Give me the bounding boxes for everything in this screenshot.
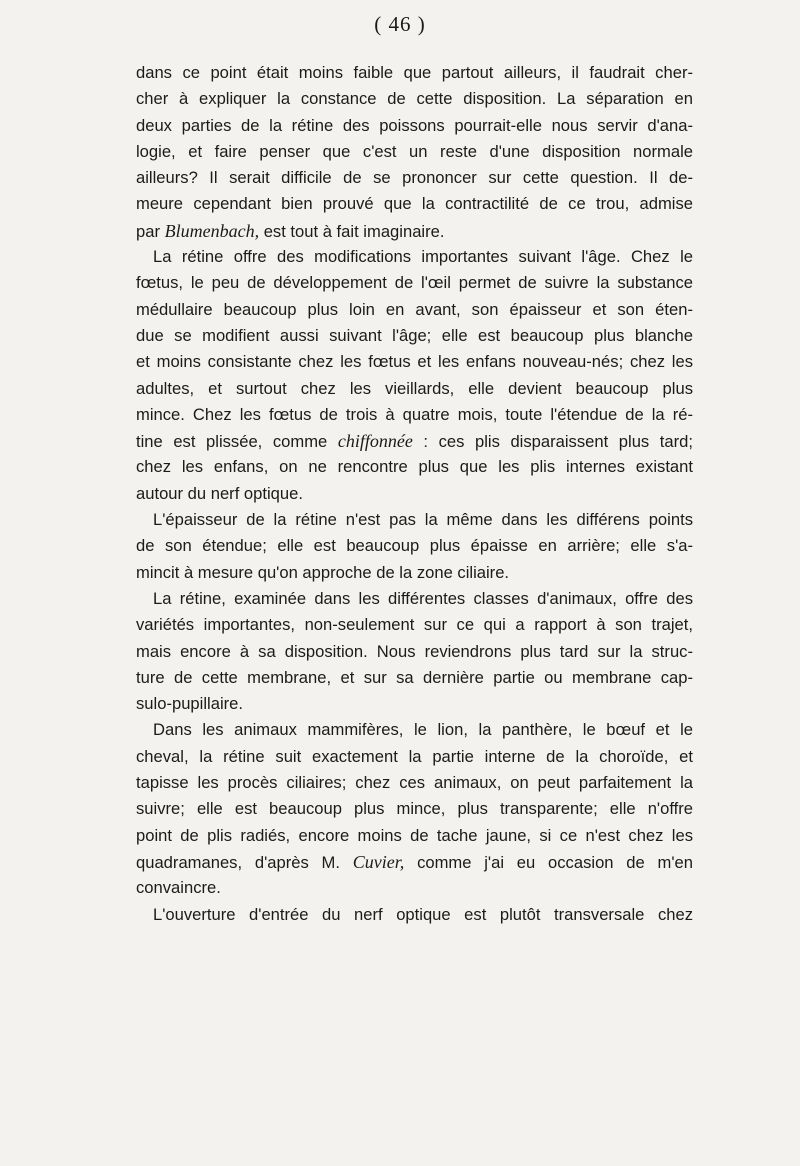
text-line [136,586,693,612]
text-line [136,612,693,638]
text-segment: deux parties de la rétine des poissons pourrait-elle nous servir d'ana- [136,115,693,135]
text-segment: dans ce point était moins faible que partout ailleurs, il faudrait cher- [136,63,693,82]
text-line [136,270,693,296]
text-line [136,875,693,901]
text-segment: tapisse les procès ciliaires; chez ces animaux, on peut parfaitement la [136,773,693,793]
text-line [136,481,693,507]
text-line [136,297,693,323]
text-segment: ture de cette membrane, et sur sa dernière partie ou membrane cap- [136,667,693,687]
text-segment: comme j'ai eu occasion de m'en [404,852,693,872]
text-line [136,402,693,428]
text-line [136,323,693,349]
text-line [136,533,693,559]
text-segment: variétés importantes, non-seulement sur ce qui a rapport à son trajet, [136,615,693,635]
text-line [136,139,693,165]
text-line [136,560,693,586]
text-line [136,770,693,796]
text-segment: Dans les animaux mammifères, le lion, la panthère, le bœuf et le [153,720,693,740]
text-line [136,349,693,375]
text-segment: de son étendue; elle est beaucoup plus épaisse en arrière; elle s'a- [136,536,693,556]
text-segment: mincit à mesure qu'on approche de la zone ciliaire. [136,562,510,582]
text-line [136,113,693,139]
body-text [136,60,693,928]
text-segment: mince. Chez les fœtus de trois à quatre mois, toute l'étendue de la ré- [136,404,693,424]
text-line [136,717,693,743]
text-segment: L'ouverture d'entrée du nerf optique est plutôt transversale chez [153,904,693,924]
text-segment: chez les enfans, on ne rencontre plus que les plis internes existant [136,457,693,477]
text-line [136,218,693,244]
text-line [136,86,693,112]
text-segment: point de plis radiés, encore moins de tache jaune, si ce n'est chez les [136,825,693,845]
text-segment: convaincre. [136,878,221,898]
text-line [136,165,693,191]
text-line [136,454,693,480]
italic-text: Blumenbach, [164,220,260,241]
text-line [136,244,693,270]
text-segment: logie, et faire penser que c'est un reste d'une disposition normale [136,141,693,161]
text-segment: sulo-pupillaire. [136,694,243,714]
text-line [136,376,693,402]
text-segment: L'épaisseur de la rétine n'est pas la même dans les différens points [153,510,693,530]
text-line [136,691,693,717]
text-line [136,665,693,691]
text-line [136,60,693,86]
text-segment: cheval, la rétine suit exactement la partie interne de la choroïde, et [136,746,693,766]
text-segment: La rétine, examinée dans les différentes classes d'animaux, offre des [153,588,693,608]
text-line [136,191,693,217]
text-segment: meure cependant bien prouvé que la contractilité de ce trou, admise [136,194,693,214]
text-segment: par [136,221,165,241]
text-segment: autour du nerf optique. [136,483,303,503]
text-line [136,744,693,770]
text-line [136,639,693,665]
text-segment: est tout à fait imaginaire. [259,221,445,241]
text-segment: tine est plissée, comme [136,432,338,452]
text-line [136,823,693,849]
text-segment: mais encore à sa disposition. Nous reviendrons plus tard sur la struc- [136,641,693,661]
text-segment: et moins consistante chez les fœtus et les enfans nouveau-nés; chez les [136,352,693,372]
text-segment: suivre; elle est beaucoup plus mince, plus transparente; elle n'offre [136,799,693,819]
text-line [136,849,693,875]
text-segment: adultes, et surtout chez les vieillards, elle devient beaucoup plus [136,378,693,398]
text-segment: médullaire beaucoup plus loin en avant, son épaisseur et son éten- [136,299,693,319]
text-segment: ailleurs? Il serait difficile de se prononcer sur cette question. Il de- [136,168,693,188]
text-line [136,902,693,928]
page-number: ( 46 ) [374,12,426,36]
text-segment: cher à expliquer la constance de cette disposition. La séparation en [136,89,693,109]
text-line [136,796,693,822]
text-line [136,428,693,454]
text-segment: fœtus, le peu de développement de l'œil permet de suivre la substance [136,273,693,293]
italic-text: chiffonnée [337,431,413,452]
italic-text: Cuvier, [352,851,405,872]
text-segment: : ces plis disparaissent plus tard; [412,432,693,452]
text-segment: due se modifient aussi suivant l'âge; elle est beaucoup plus blanche [136,325,693,345]
text-line [136,507,693,533]
text-segment: quadramanes, d'après M. [136,852,353,872]
text-segment: La rétine offre des modifications importantes suivant l'âge. Chez le [153,247,693,267]
